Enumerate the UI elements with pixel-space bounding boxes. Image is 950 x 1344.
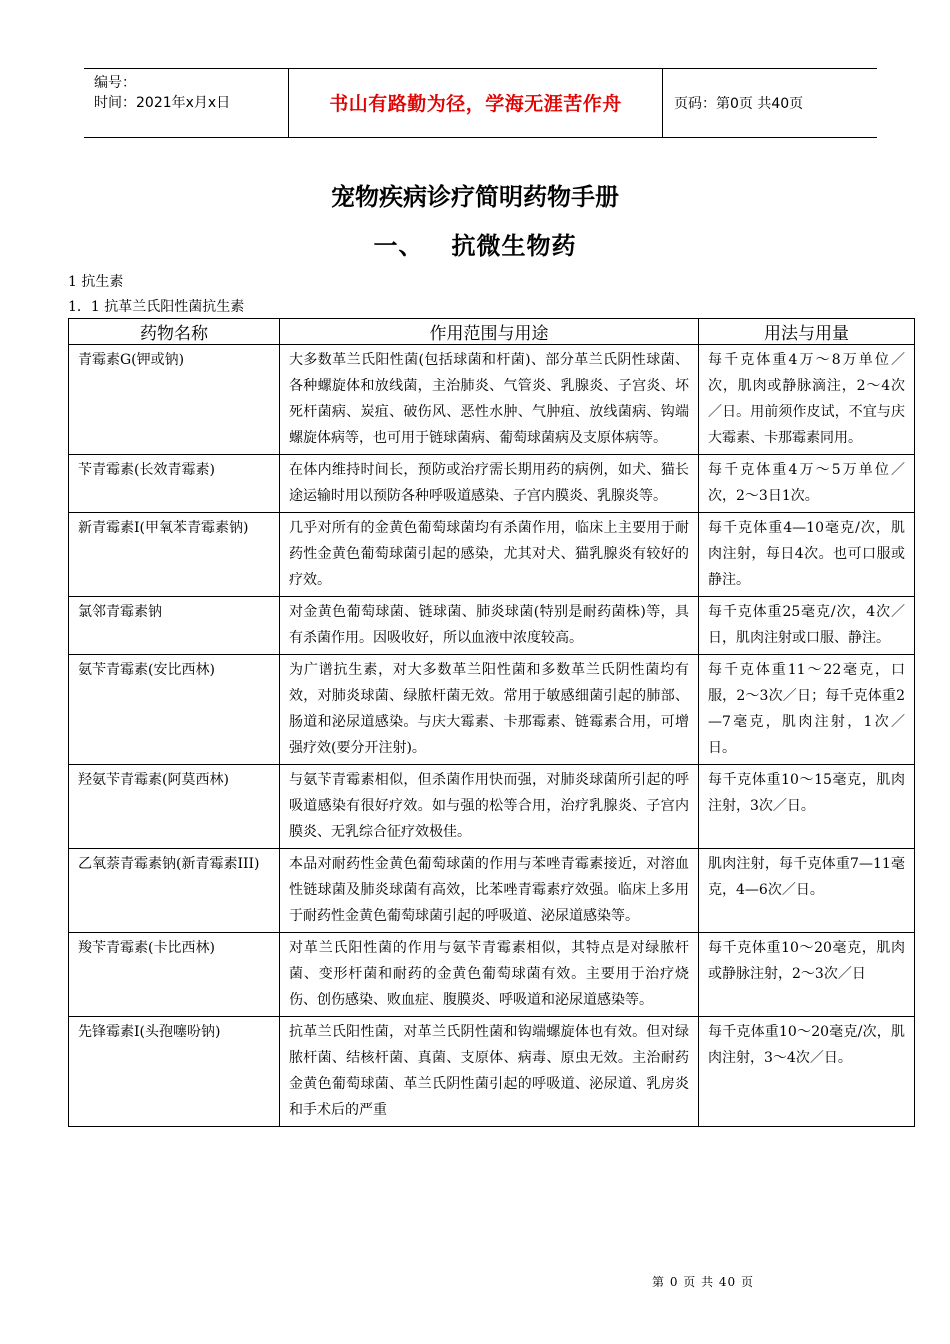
table-header-row [69, 319, 915, 345]
usage-cell: 本品对耐药性金黄色葡萄球菌的作用与苯唑青霉素接近，对溶血性链球菌及肺炎球菌有高效，比苯唑青霉素疗效强。临床上多用于耐药性金黄色葡萄球菌引起的呼吸道、泌尿道感染等。 [280, 849, 699, 933]
table-row [69, 597, 915, 655]
usage-cell: 与氨苄青霉素相似，但杀菌作用快而强，对肺炎球菌所引起的呼吸道感染有很好疗效。如与强的松等合用，治疗乳腺炎、子宫内膜炎、无乳综合征疗效极佳。 [280, 765, 699, 849]
column-header-dosage: 用法与用量 [699, 319, 915, 345]
dosage-cell: 每千克体重4万～8万单位／次，肌肉或静脉滴注，2～4次／日。用前须作皮试，不宜与庆大霉素、卡那霉素同用。 [699, 345, 915, 455]
usage-cell: 几乎对所有的金黄色葡萄球菌均有杀菌作用，临床上主要用于耐药性金黄色葡萄球菌引起的感染，尤其对犬、猫乳腺炎有较好的疗效。 [280, 513, 699, 597]
header-divider [662, 69, 663, 137]
section-title: 抗微生物药 [451, 231, 577, 260]
table-row [69, 455, 915, 513]
drug-name-cell: 乙氧萘青霉素钠(新青霉素III) [69, 849, 280, 933]
usage-cell: 抗革兰氏阳性菌，对革兰氏阴性菌和钩端螺旋体也有效。但对绿脓杆菌、结核杆菌、真菌、支原体、病毒、原虫无效。主治耐药金黄色葡萄球菌、革兰氏阴性菌引起的呼吸道、泌尿道、乳房炎和手术后的严重 [280, 1017, 699, 1127]
drug-name-cell: 青霉素G(钾或钠) [69, 345, 280, 455]
section-number: 一、 [373, 231, 424, 260]
drug-name-cell: 氯邻青霉素钠 [69, 597, 280, 655]
table-row [69, 849, 915, 933]
subsection-heading: 1 抗生素 [68, 274, 124, 290]
dosage-cell: 每千克体重11～22毫克，口服，2～3次／日；每千克体重2—7毫克，肌肉注射，1次／日。 [699, 655, 915, 765]
dosage-cell: 每千克体重10～15毫克，肌肉注射，3次／日。 [699, 765, 915, 849]
usage-cell: 对金黄色葡萄球菌、链球菌、肺炎球菌(特别是耐药菌株)等，具有杀菌作用。因吸收好，所以血液中浓度较高。 [280, 597, 699, 655]
document-title: 宠物疾病诊疗简明药物手册 [331, 182, 619, 211]
dosage-cell: 肌肉注射，每千克体重7—11毫克，4—6次／日。 [699, 849, 915, 933]
page-footer: 第 0 页 共 40 页 [652, 1275, 754, 1289]
drug-name-cell: 先锋霉素I(头孢噻吩钠) [69, 1017, 280, 1127]
usage-cell: 为广谱抗生素，对大多数革兰阳性菌和多数革兰氏阴性菌均有效，对肺炎球菌、绿脓杆菌无效。常用于敏感细菌引起的肺部、肠道和泌尿道感染。与庆大霉素、卡那霉素、链霉素合用，可增强疗效(要分开注射)。 [280, 655, 699, 765]
drug-name-cell: 氨苄青霉素(安比西林) [69, 655, 280, 765]
table-row [69, 1017, 915, 1127]
header-motto: 书山有路勤为径，学海无涯苦作舟 [329, 93, 622, 115]
column-header-drug-name: 药物名称 [69, 319, 280, 345]
usage-cell: 对革兰氏阳性菌的作用与氨苄青霉素相似，其特点是对绿脓杆菌、变形杆菌和耐药的金黄色葡萄球菌有效。主要用于治疗烧伤、创伤感染、败血症、腹膜炎、呼吸道和泌尿道感染等。 [280, 933, 699, 1017]
usage-cell: 大多数革兰氏阳性菌(包括球菌和杆菌)、部分革兰氏阴性球菌、各种螺旋体和放线菌，主治肺炎、气管炎、乳腺炎、子宫炎、坏死杆菌病、炭疽、破伤风、恶性水肿、气肿疽、放线菌病、钩端螺旋体病等，也可用于链球菌病、葡萄球菌病及支原体病等。 [280, 345, 699, 455]
table-row [69, 655, 915, 765]
dosage-cell: 每千克体重10～20毫克/次，肌肉注射，3～4次／日。 [699, 1017, 915, 1127]
dosage-cell: 每千克体重4—10毫克/次，肌肉注射，每日4次。也可口服或静注。 [699, 513, 915, 597]
usage-cell: 在体内维持时间长，预防或治疗需长期用药的病例，如犬、猫长途运输时用以预防各种呼吸道感染、子宫内膜炎、乳腺炎等。 [280, 455, 699, 513]
table-row [69, 765, 915, 849]
drug-name-cell: 羟氨苄青霉素(阿莫西林) [69, 765, 280, 849]
table-row [69, 345, 915, 455]
date-label: 时间：2021年x月x日 [94, 95, 231, 111]
dosage-cell: 每千克体重4万～5万单位／次，2～3日1次。 [699, 455, 915, 513]
header-meta [94, 73, 294, 113]
drug-name-cell: 羧苄青霉素(卡比西林) [69, 933, 280, 1017]
serial-number-label: 编号： [94, 75, 136, 91]
drug-name-cell: 新青霉素I(甲氧苯青霉素钠) [69, 513, 280, 597]
dosage-cell: 每千克体重10～20毫克，肌肉或静脉注射，2～3次／日 [699, 933, 915, 1017]
section-heading [0, 226, 950, 261]
table-row [69, 513, 915, 597]
column-header-usage: 作用范围与用途 [280, 319, 699, 345]
dosage-cell: 每千克体重25毫克/次，4次／日，肌肉注射或口服、静注。 [699, 597, 915, 655]
drug-name-cell: 苄青霉素(长效青霉素) [69, 455, 280, 513]
drug-table [68, 318, 915, 1127]
document-header [84, 68, 877, 138]
header-page-info: 页码：第0页 共40页 [674, 96, 804, 112]
subsection-heading: 1．1 抗革兰氏阳性菌抗生素 [68, 299, 245, 315]
table-row [69, 933, 915, 1017]
